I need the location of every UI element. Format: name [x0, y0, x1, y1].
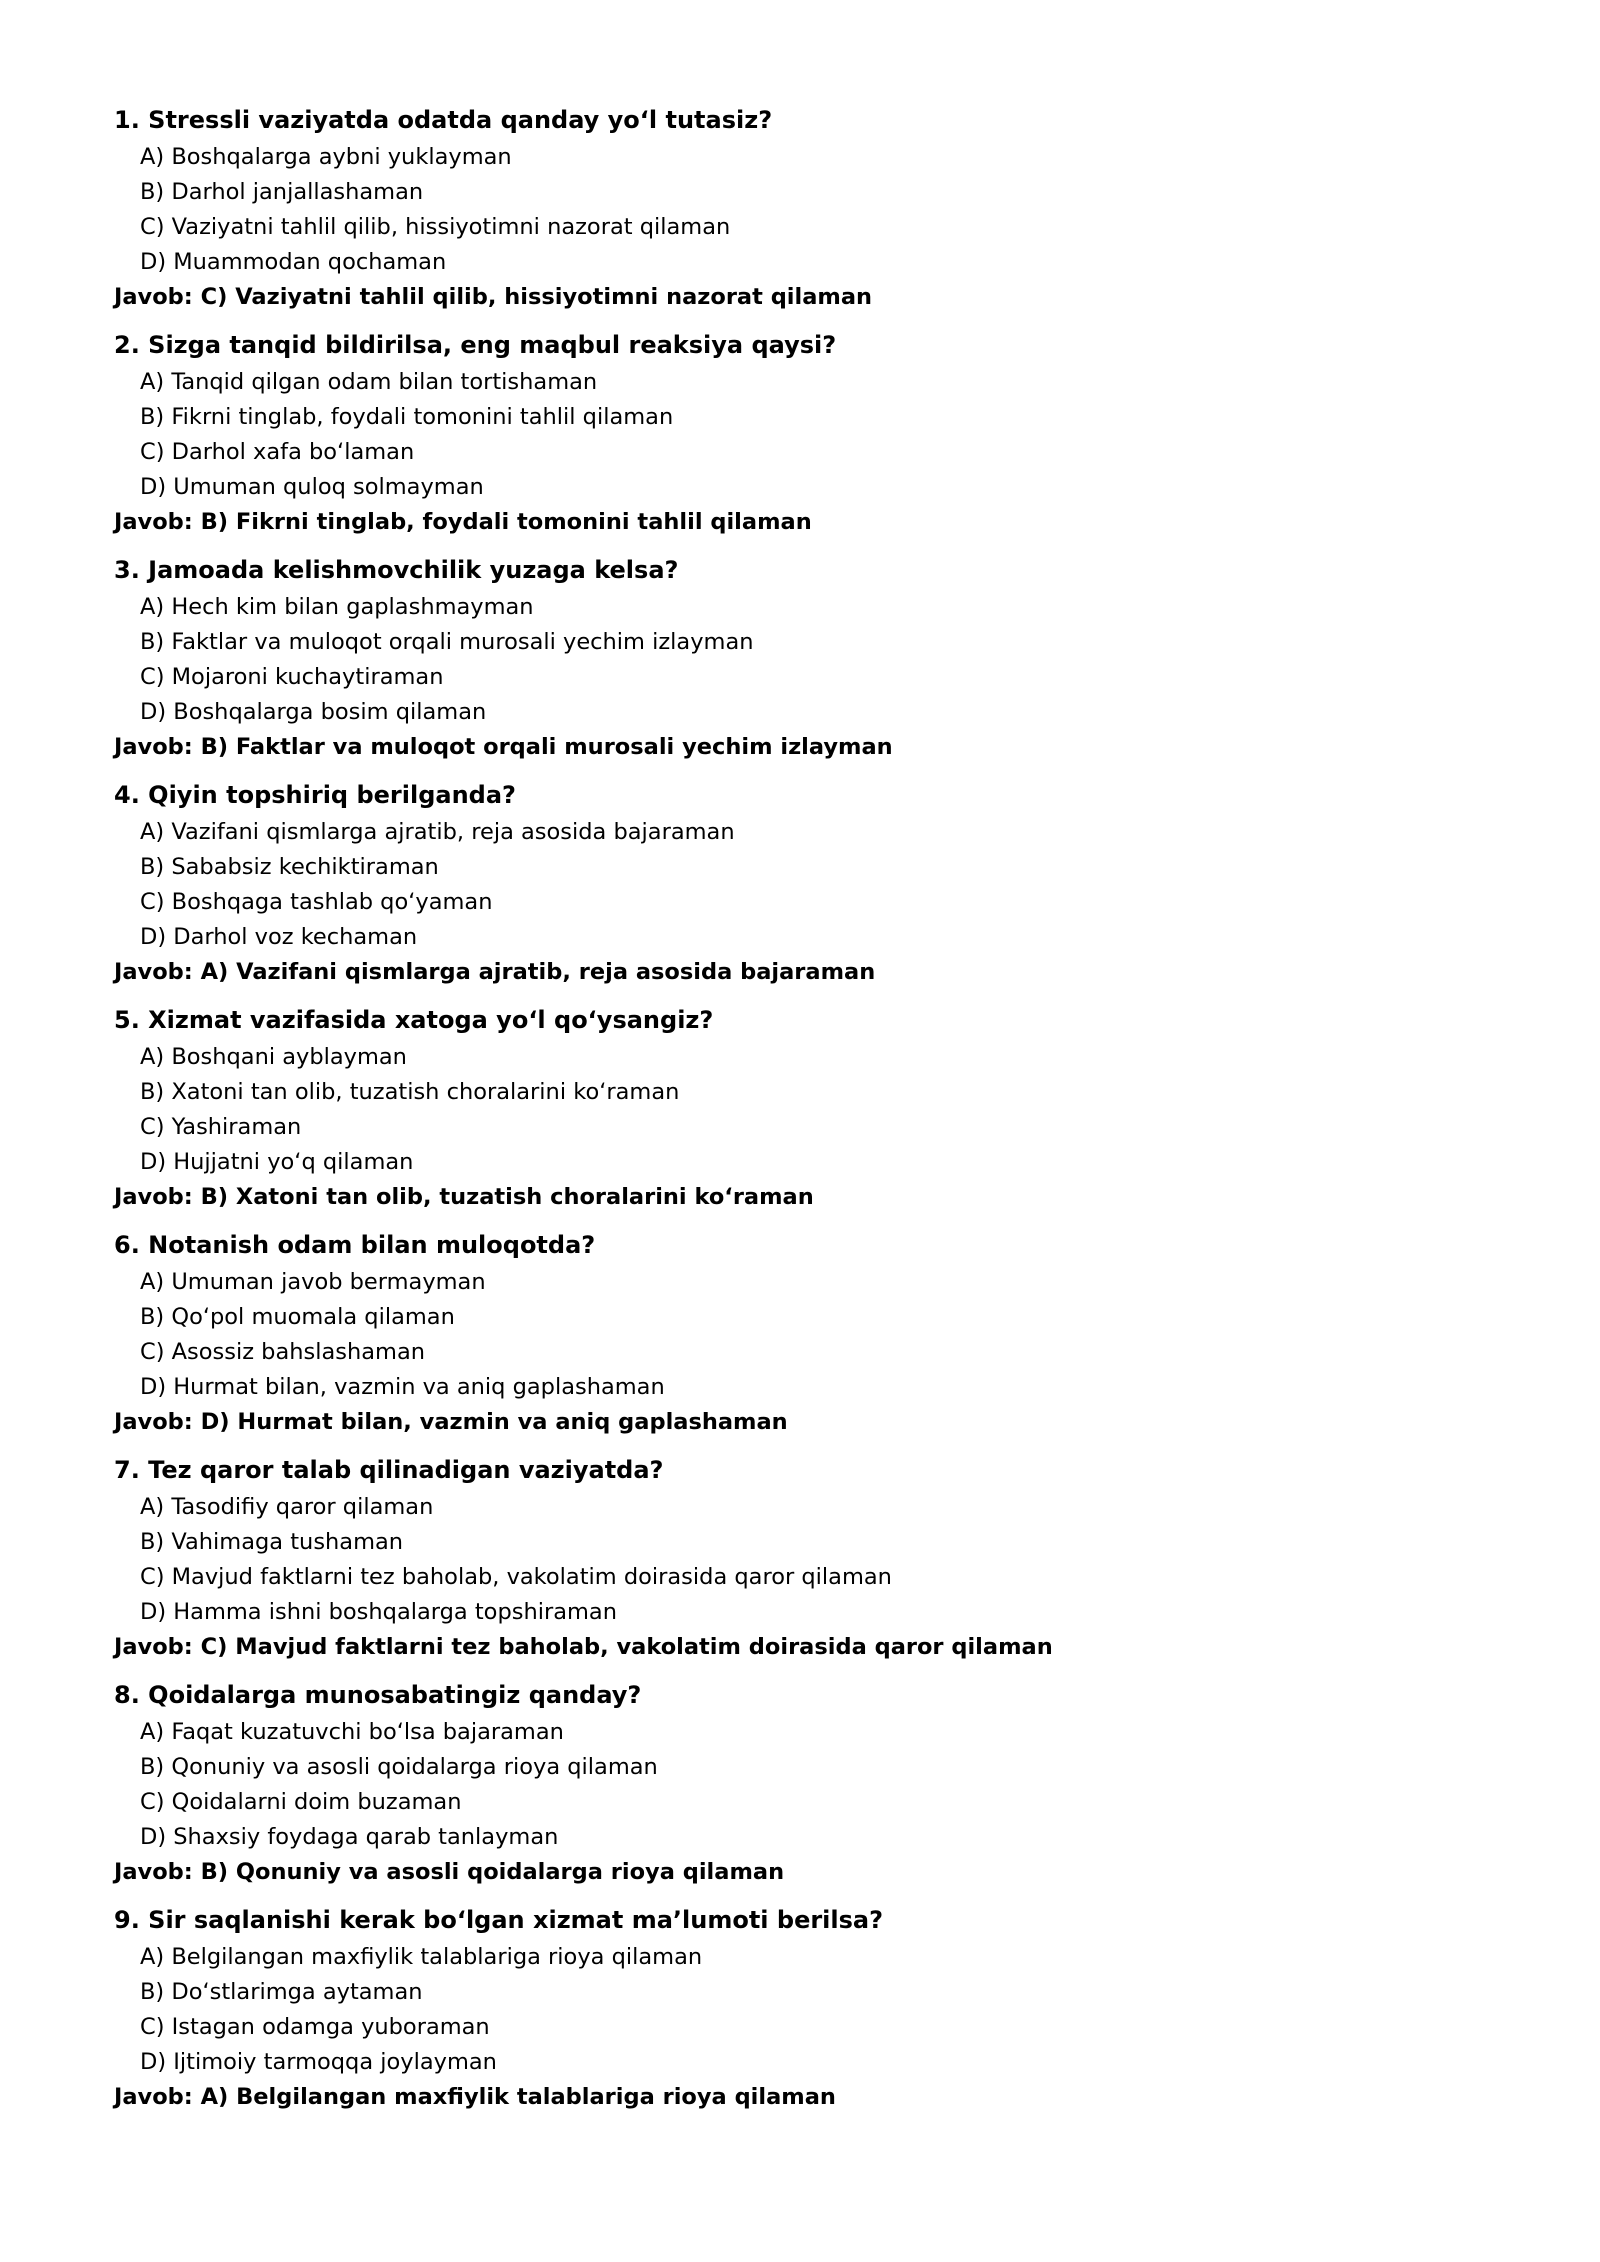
question-block-4: [114, 779, 1494, 990]
answer-text: Javob: A) Belgilangan maxfiylik talablariga rioya qilaman: [114, 2084, 836, 2110]
option-b: B) Xatoni tan olib, tuzatish choralarini ko‘raman: [140, 1079, 680, 1105]
option-a: A) Hech kim bilan gaplashmayman: [140, 594, 534, 620]
question-block-9: [114, 1904, 1494, 2115]
option-c: C) Qoidalarni doim buzaman: [140, 1789, 462, 1815]
answer-text: Javob: B) Faktlar va muloqot orqali murosali yechim izlayman: [114, 734, 893, 760]
option-d: D) Hamma ishni boshqalarga topshiraman: [140, 1599, 617, 1625]
question-text: 2. Sizga tanqid bildirilsa, eng maqbul reaksiya qaysi?: [114, 331, 837, 359]
option-d: D) Hurmat bilan, vazmin va aniq gaplashaman: [140, 1374, 665, 1400]
option-d: D) Hujjatni yo‘q qilaman: [140, 1149, 414, 1175]
answer-text: Javob: B) Fikrni tinglab, foydali tomonini tahlil qilaman: [114, 509, 812, 535]
option-b: B) Do‘stlarimga aytaman: [140, 1979, 423, 2005]
option-c: C) Darhol xafa bo‘laman: [140, 439, 415, 465]
option-c: C) Asossiz bahslashaman: [140, 1339, 426, 1365]
option-c: C) Istagan odamga yuboraman: [140, 2014, 490, 2040]
option-c: C) Mavjud faktlarni tez baholab, vakolatim doirasida qaror qilaman: [140, 1564, 892, 1590]
answer-text: Javob: D) Hurmat bilan, vazmin va aniq gaplashaman: [114, 1409, 788, 1435]
question-text: 8. Qoidalarga munosabatingiz qanday?: [114, 1681, 642, 1709]
answer-text: Javob: C) Vaziyatni tahlil qilib, hissiyotimni nazorat qilaman: [114, 284, 873, 310]
question-block-8: [114, 1679, 1494, 1890]
option-b: B) Vahimaga tushaman: [140, 1529, 404, 1555]
question-block-1: [114, 104, 1494, 315]
option-a: A) Vazifani qismlarga ajratib, reja asosida bajaraman: [140, 819, 735, 845]
option-a: A) Umuman javob bermayman: [140, 1269, 486, 1295]
question-text: 7. Tez qaror talab qilinadigan vaziyatda?: [114, 1456, 664, 1484]
question-block-2: [114, 329, 1494, 540]
option-c: C) Yashiraman: [140, 1114, 302, 1140]
option-c: C) Mojaroni kuchaytiraman: [140, 664, 444, 690]
option-a: A) Boshqani ayblayman: [140, 1044, 407, 1070]
option-b: B) Fikrni tinglab, foydali tomonini tahlil qilaman: [140, 404, 674, 430]
option-list: [114, 1490, 1494, 1630]
option-list: [114, 365, 1494, 505]
option-b: B) Qo‘pol muomala qilaman: [140, 1304, 455, 1330]
option-a: A) Tasodifiy qaror qilaman: [140, 1494, 434, 1520]
question-block-7: [114, 1454, 1494, 1665]
option-a: A) Faqat kuzatuvchi bo‘lsa bajaraman: [140, 1719, 564, 1745]
option-list: [114, 1265, 1494, 1405]
answer-text: Javob: A) Vazifani qismlarga ajratib, reja asosida bajaraman: [114, 959, 876, 985]
option-c: C) Vaziyatni tahlil qilib, hissiyotimni nazorat qilaman: [140, 214, 731, 240]
question-block-6: [114, 1229, 1494, 1440]
option-list: [114, 1040, 1494, 1180]
option-d: D) Umuman quloq solmayman: [140, 474, 484, 500]
question-text: 9. Sir saqlanishi kerak bo‘lgan xizmat ma’lumoti berilsa?: [114, 1906, 884, 1934]
question-text: 1. Stressli vaziyatda odatda qanday yo‘l tutasiz?: [114, 106, 773, 134]
answer-text: Javob: B) Qonuniy va asosli qoidalarga rioya qilaman: [114, 1859, 785, 1885]
question-block-5: [114, 1004, 1494, 1215]
option-list: [114, 1715, 1494, 1855]
option-b: B) Faktlar va muloqot orqali murosali yechim izlayman: [140, 629, 754, 655]
question-block-3: [114, 554, 1494, 765]
answer-text: Javob: C) Mavjud faktlarni tez baholab, vakolatim doirasida qaror qilaman: [114, 1634, 1053, 1660]
option-b: B) Qonuniy va asosli qoidalarga rioya qilaman: [140, 1754, 658, 1780]
answer-text: Javob: B) Xatoni tan olib, tuzatish choralarini ko‘raman: [114, 1184, 814, 1210]
option-list: [114, 1940, 1494, 2080]
option-list: [114, 140, 1494, 280]
option-b: B) Darhol janjallashaman: [140, 179, 424, 205]
option-a: A) Belgilangan maxfiylik talablariga rioya qilaman: [140, 1944, 703, 1970]
question-text: 5. Xizmat vazifasida xatoga yo‘l qo‘ysangiz?: [114, 1006, 714, 1034]
option-b: B) Sababsiz kechiktiraman: [140, 854, 439, 880]
document-page: [114, 104, 1494, 2129]
option-a: A) Tanqid qilgan odam bilan tortishaman: [140, 369, 598, 395]
question-text: 4. Qiyin topshiriq berilganda?: [114, 781, 516, 809]
option-c: C) Boshqaga tashlab qo‘yaman: [140, 889, 493, 915]
option-a: A) Boshqalarga aybni yuklayman: [140, 144, 512, 170]
question-text: 6. Notanish odam bilan muloqotda?: [114, 1231, 596, 1259]
option-list: [114, 590, 1494, 730]
option-d: D) Shaxsiy foydaga qarab tanlayman: [140, 1824, 559, 1850]
option-d: D) Muammodan qochaman: [140, 249, 447, 275]
option-list: [114, 815, 1494, 955]
option-d: D) Ijtimoiy tarmoqqa joylayman: [140, 2049, 497, 2075]
option-d: D) Boshqalarga bosim qilaman: [140, 699, 487, 725]
question-text: 3. Jamoada kelishmovchilik yuzaga kelsa?: [114, 556, 679, 584]
option-d: D) Darhol voz kechaman: [140, 924, 418, 950]
